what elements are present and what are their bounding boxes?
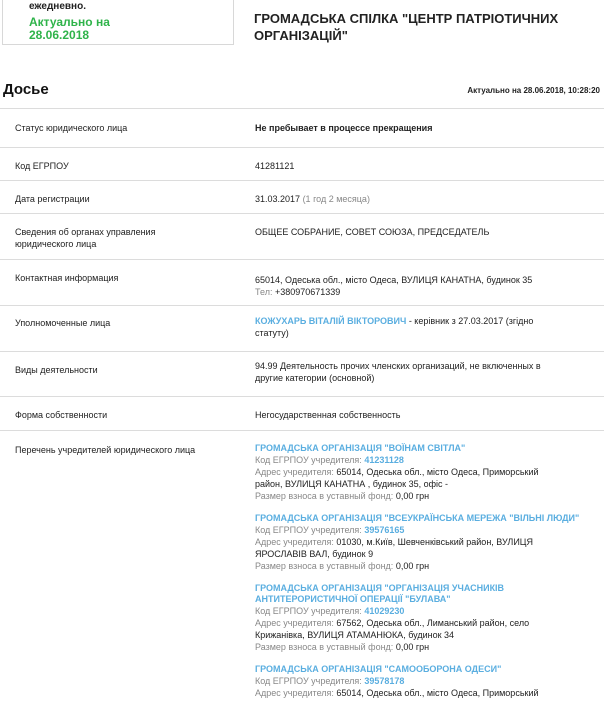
founder-item: ГРОМАДСЬКА ОРГАНІЗАЦІЯ "ОРГАНІЗАЦІЯ УЧАСНИКІВ АНТИТЕРОРИСТИЧНОЇ ОПЕРАЦІЇ "БУЛАВА" Код ЕГРПОУ учредителя: 41029230 Адрес учредителя: 67562, Одеська обл., Лиманський район, село Крижанівка, ВУЛИЦЯ АТАМАНЮКА, будинок 34 Размер взноса в уставный фонд: 0,00 грн bbox=[255, 583, 585, 653]
founder-name-link[interactable]: ГРОМАДСЬКА ОРГАНІЗАЦІЯ "САМООБОРОНА ОДЕСИ" bbox=[255, 664, 502, 674]
founder-code-link[interactable]: 41231128 bbox=[364, 455, 404, 465]
founder-item: ГРОМАДСЬКА ОРГАНІЗАЦІЯ "САМООБОРОНА ОДЕСИ" Код ЕГРПОУ учредителя: 39578178 Адрес учредителя: 65014, Одеська обл., місто Одеса, Приморський bbox=[255, 664, 585, 699]
founder-name-link[interactable]: ГРОМАДСЬКА ОРГАНІЗАЦІЯ "ОРГАНІЗАЦІЯ УЧАСНИКІВ АНТИТЕРОРИСТИЧНОЇ ОПЕРАЦІЇ "БУЛАВА" bbox=[255, 583, 505, 604]
activity-label: Виды деятельности bbox=[15, 365, 98, 375]
contact-label: Контактная информация bbox=[15, 273, 119, 283]
contact-address: 65014, Одеська обл., місто Одеса, ВУЛИЦЯ КАНАТНА, будинок 35 bbox=[255, 275, 533, 285]
founders-label: Перечень учредителей юридического лица bbox=[15, 445, 196, 455]
authorized-label: Уполномоченные лица bbox=[15, 318, 111, 328]
actual-date: 28.06.2018 bbox=[29, 28, 90, 42]
regdate-value: 31.03.2017 (1 год 2 месяца) bbox=[255, 194, 370, 204]
authorized-person-link[interactable]: КОЖУХАРЬ ВІТАЛІЙ ВІКТОРОВИЧ bbox=[255, 316, 407, 326]
subscription-card bbox=[2, 0, 234, 45]
row-contact bbox=[0, 260, 604, 306]
code-value: 41281121 bbox=[255, 161, 295, 171]
authorized-value: КОЖУХАРЬ ВІТАЛІЙ ВІКТОРОВИЧ - керівник з 27.03.2017 (згідно статуту) bbox=[255, 316, 534, 338]
organization-title: ГРОМАДСЬКА СПІЛКА "ЦЕНТР ПАТРІОТИЧНИХ ОРГАНІЗАЦІЙ" bbox=[254, 11, 559, 43]
ownership-value: Негосударственная собственность bbox=[255, 410, 401, 420]
founder-name-link[interactable]: ГРОМАДСЬКА ОРГАНІЗАЦІЯ "ВСЕУКРАЇНСЬКА МЕРЕЖА "ВІЛЬНІ ЛЮДИ" bbox=[255, 513, 580, 523]
row-founders bbox=[0, 431, 604, 698]
activity-value: 94.99 Деятельность прочих членских организаций, не включенных в другие категории (основной) bbox=[255, 361, 541, 383]
row-authorized bbox=[0, 306, 604, 352]
founder-code-link[interactable]: 39578178 bbox=[364, 676, 405, 686]
daily-text: ежедневно. bbox=[29, 1, 86, 12]
dossier-heading: Досье bbox=[3, 81, 49, 98]
founder-item: ГРОМАДСЬКА ОРГАНІЗАЦІЯ "ВСЕУКРАЇНСЬКА МЕРЕЖА "ВІЛЬНІ ЛЮДИ" Код ЕГРПОУ учредителя: 39576165 Адрес учредителя: 01030, м.Київ, Шевченківський район, ВУЛИЦЯ ЯРОСЛАВІВ ВАЛ, будинок 9 Размер взноса в уставный фонд: 0,00 грн bbox=[255, 513, 585, 572]
status-label: Статус юридического лица bbox=[15, 123, 128, 133]
row-activity bbox=[0, 352, 604, 397]
row-code bbox=[0, 148, 604, 181]
row-management bbox=[0, 214, 604, 260]
contact-value bbox=[255, 274, 585, 298]
ownership-label: Форма собственности bbox=[15, 410, 108, 420]
status-value: Не пребывает в процессе прекращения bbox=[255, 123, 433, 133]
dossier-table bbox=[0, 108, 604, 698]
founder-name-link[interactable]: ГРОМАДСЬКА ОРГАНІЗАЦІЯ "ВОЇНАМ СВІТЛА" bbox=[255, 443, 466, 453]
dossier-actual-date: Актуально на 28.06.2018, 10:28:20 bbox=[467, 86, 600, 95]
row-status bbox=[0, 109, 604, 148]
management-value: ОБЩЕЕ СОБРАНИЕ, СОВЕТ СОЮЗА, ПРЕДСЕДАТЕЛЬ bbox=[255, 227, 490, 237]
contact-phone: Тел: +380970671339 bbox=[255, 287, 341, 297]
management-label: Сведения об органах управления юридического лица bbox=[15, 227, 156, 249]
row-ownership bbox=[0, 397, 604, 431]
code-label: Код ЕГРПОУ bbox=[15, 161, 69, 171]
founder-item: ГРОМАДСЬКА ОРГАНІЗАЦІЯ "ВОЇНАМ СВІТЛА" Код ЕГРПОУ учредителя: 41231128 Адрес учредителя: 65014, Одеська обл., місто Одеса, Приморський район, ВУЛИЦЯ КАНАТНА , будинок 35, офіс - Размер взноса в уставный фонд: 0,00 грн bbox=[255, 443, 585, 502]
founder-code-link[interactable]: 41029230 bbox=[364, 606, 405, 616]
founder-code-link[interactable]: 39576165 bbox=[364, 525, 405, 535]
regdate-label: Дата регистрации bbox=[15, 194, 90, 204]
row-regdate bbox=[0, 181, 604, 214]
actual-label: Актуально на bbox=[29, 15, 110, 29]
